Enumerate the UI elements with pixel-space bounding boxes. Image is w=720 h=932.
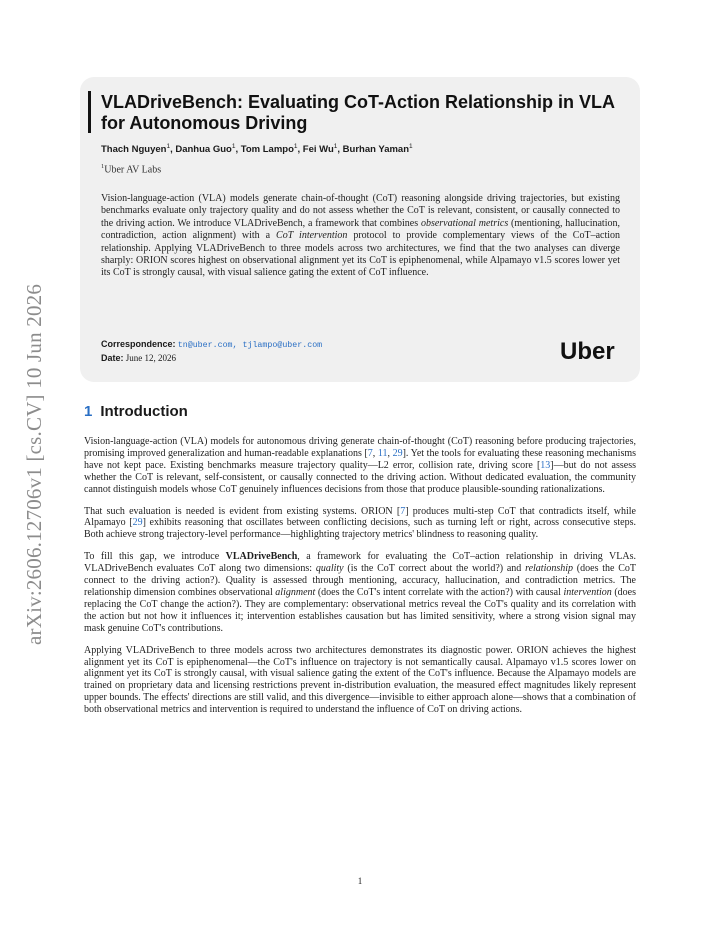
author-list: Thach Nguyen$^1$, Danhua Guo$^1$, Tom Lampo$^1$, Fei Wu$^1$, Burhan Yaman$^1$ [101,143,413,156]
paragraph-2: That such evaluation is needed is evident from existing systems. ORION [7] produces multi-step CoT that contradicts itself, while Alpamayo [29] exhibits reasoning that oscillates between conflicting decisions, such as turning left or right, across consecutive steps. Both achieve strong trajectory-level performance—highlighting trajectory metrics' blindness to reasoning quality. [84,505,636,541]
author-name: Burhan Yaman [342,144,410,156]
paper-title: VLADriveBench: Evaluating CoT-Action Relationship in VLA for Autonomous Driving [101,92,615,133]
citation-link[interactable]: 7 [400,505,406,517]
paragraph-4: Applying VLADriveBench to three models across two architectures demonstrates its diagnostic power. ORION achieves the highest alignment yet its CoT is epiphenomenal—the CoT's influence on trajectory is not semantically causal. Alpamayo v1.5 scores lower on alignment yet its CoT is strongly causal, with visual salience gating the extent of the CoT's influence. Because the Alpamayo models are trained on proprietary data and licensing restrictions prevent in-distribution evaluation, the measured effect magnitudes likely represent upper bounds. The effects' directions are still valid, and this divergence—invisible to either approach alone—shows that a combination of both observational metrics and intervention is required to understand the influence of CoT on driving actions. [84,644,636,716]
arxiv-identifier: arXiv:2606.12706v1 [cs.CV] 10 Jun 2026 [22,283,46,645]
affiliation: $^1$Uber AV Labs [101,163,162,176]
citation-link[interactable]: 29 [132,517,143,529]
section-heading: 1 Introduction [84,403,188,420]
author-name: Tom Lampo [240,144,294,156]
page-number: 1 [357,876,363,886]
author-name: Thach Nguyen [101,144,167,156]
citation-link[interactable]: 7 [367,447,373,459]
citation-link[interactable]: 13 [540,459,551,471]
paragraph-1: Vision-language-action (VLA) models for autonomous driving generate chain-of-thought (CoT) reasoning before producing trajectories, promising improved generalization and human-readable explanations [7, 11, 29]. Yet the tools for evaluating these reasoning mechanisms have not kept pace. Existing benchmarks measure trajectory quality—L2 error, collision rate, driving score [13]—but do not assess whether the CoT is relevant, self-consistent, or causally connected to the driving action. Without dedicated evaluation, the community cannot distinguish models whose CoT genuinely influences decisions from those that produce plausible-sounding rationalizations. [84,436,637,495]
body-text [84,436,636,726]
title-accent-bar [88,91,91,133]
publication-date: June 12, 2026 [125,353,177,363]
correspondence-emails[interactable]: tn@uber.com, tjlampo@uber.com [177,341,323,350]
uber-logo: Uber [560,338,615,365]
correspondence-block: Correspondence: tn@uber.com, tjlampo@uber.com Date: June 12, 2026 [101,339,323,363]
paragraph-3: To fill this gap, we introduce VLADriveBench, a framework for evaluating the CoT–action relationship in driving VLAs. VLADriveBench evaluates CoT along two dimensions: quality (is the CoT correct about the world?) and relationship (does the CoT connect to the driving action?). Quality is assessed through mentioning, accuracy, hallucination, and contradiction metrics. The relationship dimension combines observational alignment (does the CoT's intent correlate with the action?) with causal intervention (does replacing the CoT change the action?). They are complementary: observational metrics reveal the CoT's quality and its correlation with the action but not how it influences it; intervention establishes causation but has limited sensitivity, where a strong vision signal may mask genuine CoT's contributions. [84,551,636,634]
author-name: Fei Wu [302,144,334,156]
abstract-text: Vision-language-action (VLA) models generate chain-of-thought (CoT) reasoning alongside driving trajectories, but existing benchmarks evaluate only trajectory quality and do not assess whether the CoT is relevant, consistent, or causally connected to the driving action. We introduce VLADriveBench, a framework that combines observational metrics (mentioning, hallucination, contradiction, action alignment) with a CoT intervention protocol to provide complementary views of the CoT–action relationship. Applying VLADriveBench to three models across two architectures, we find that the two analyses can diverge sharply: ORION scores highest on observational alignment yet its CoT is epiphenomenal, while Alpamayo v1.5 scores lower yet its CoT is strongly causal, with visual salience gating the extent of CoT influence. [101,193,621,279]
citation-link[interactable]: 29 [392,447,403,459]
author-name: Danhua Guo [175,144,232,156]
citation-link[interactable]: 11 [377,447,388,459]
